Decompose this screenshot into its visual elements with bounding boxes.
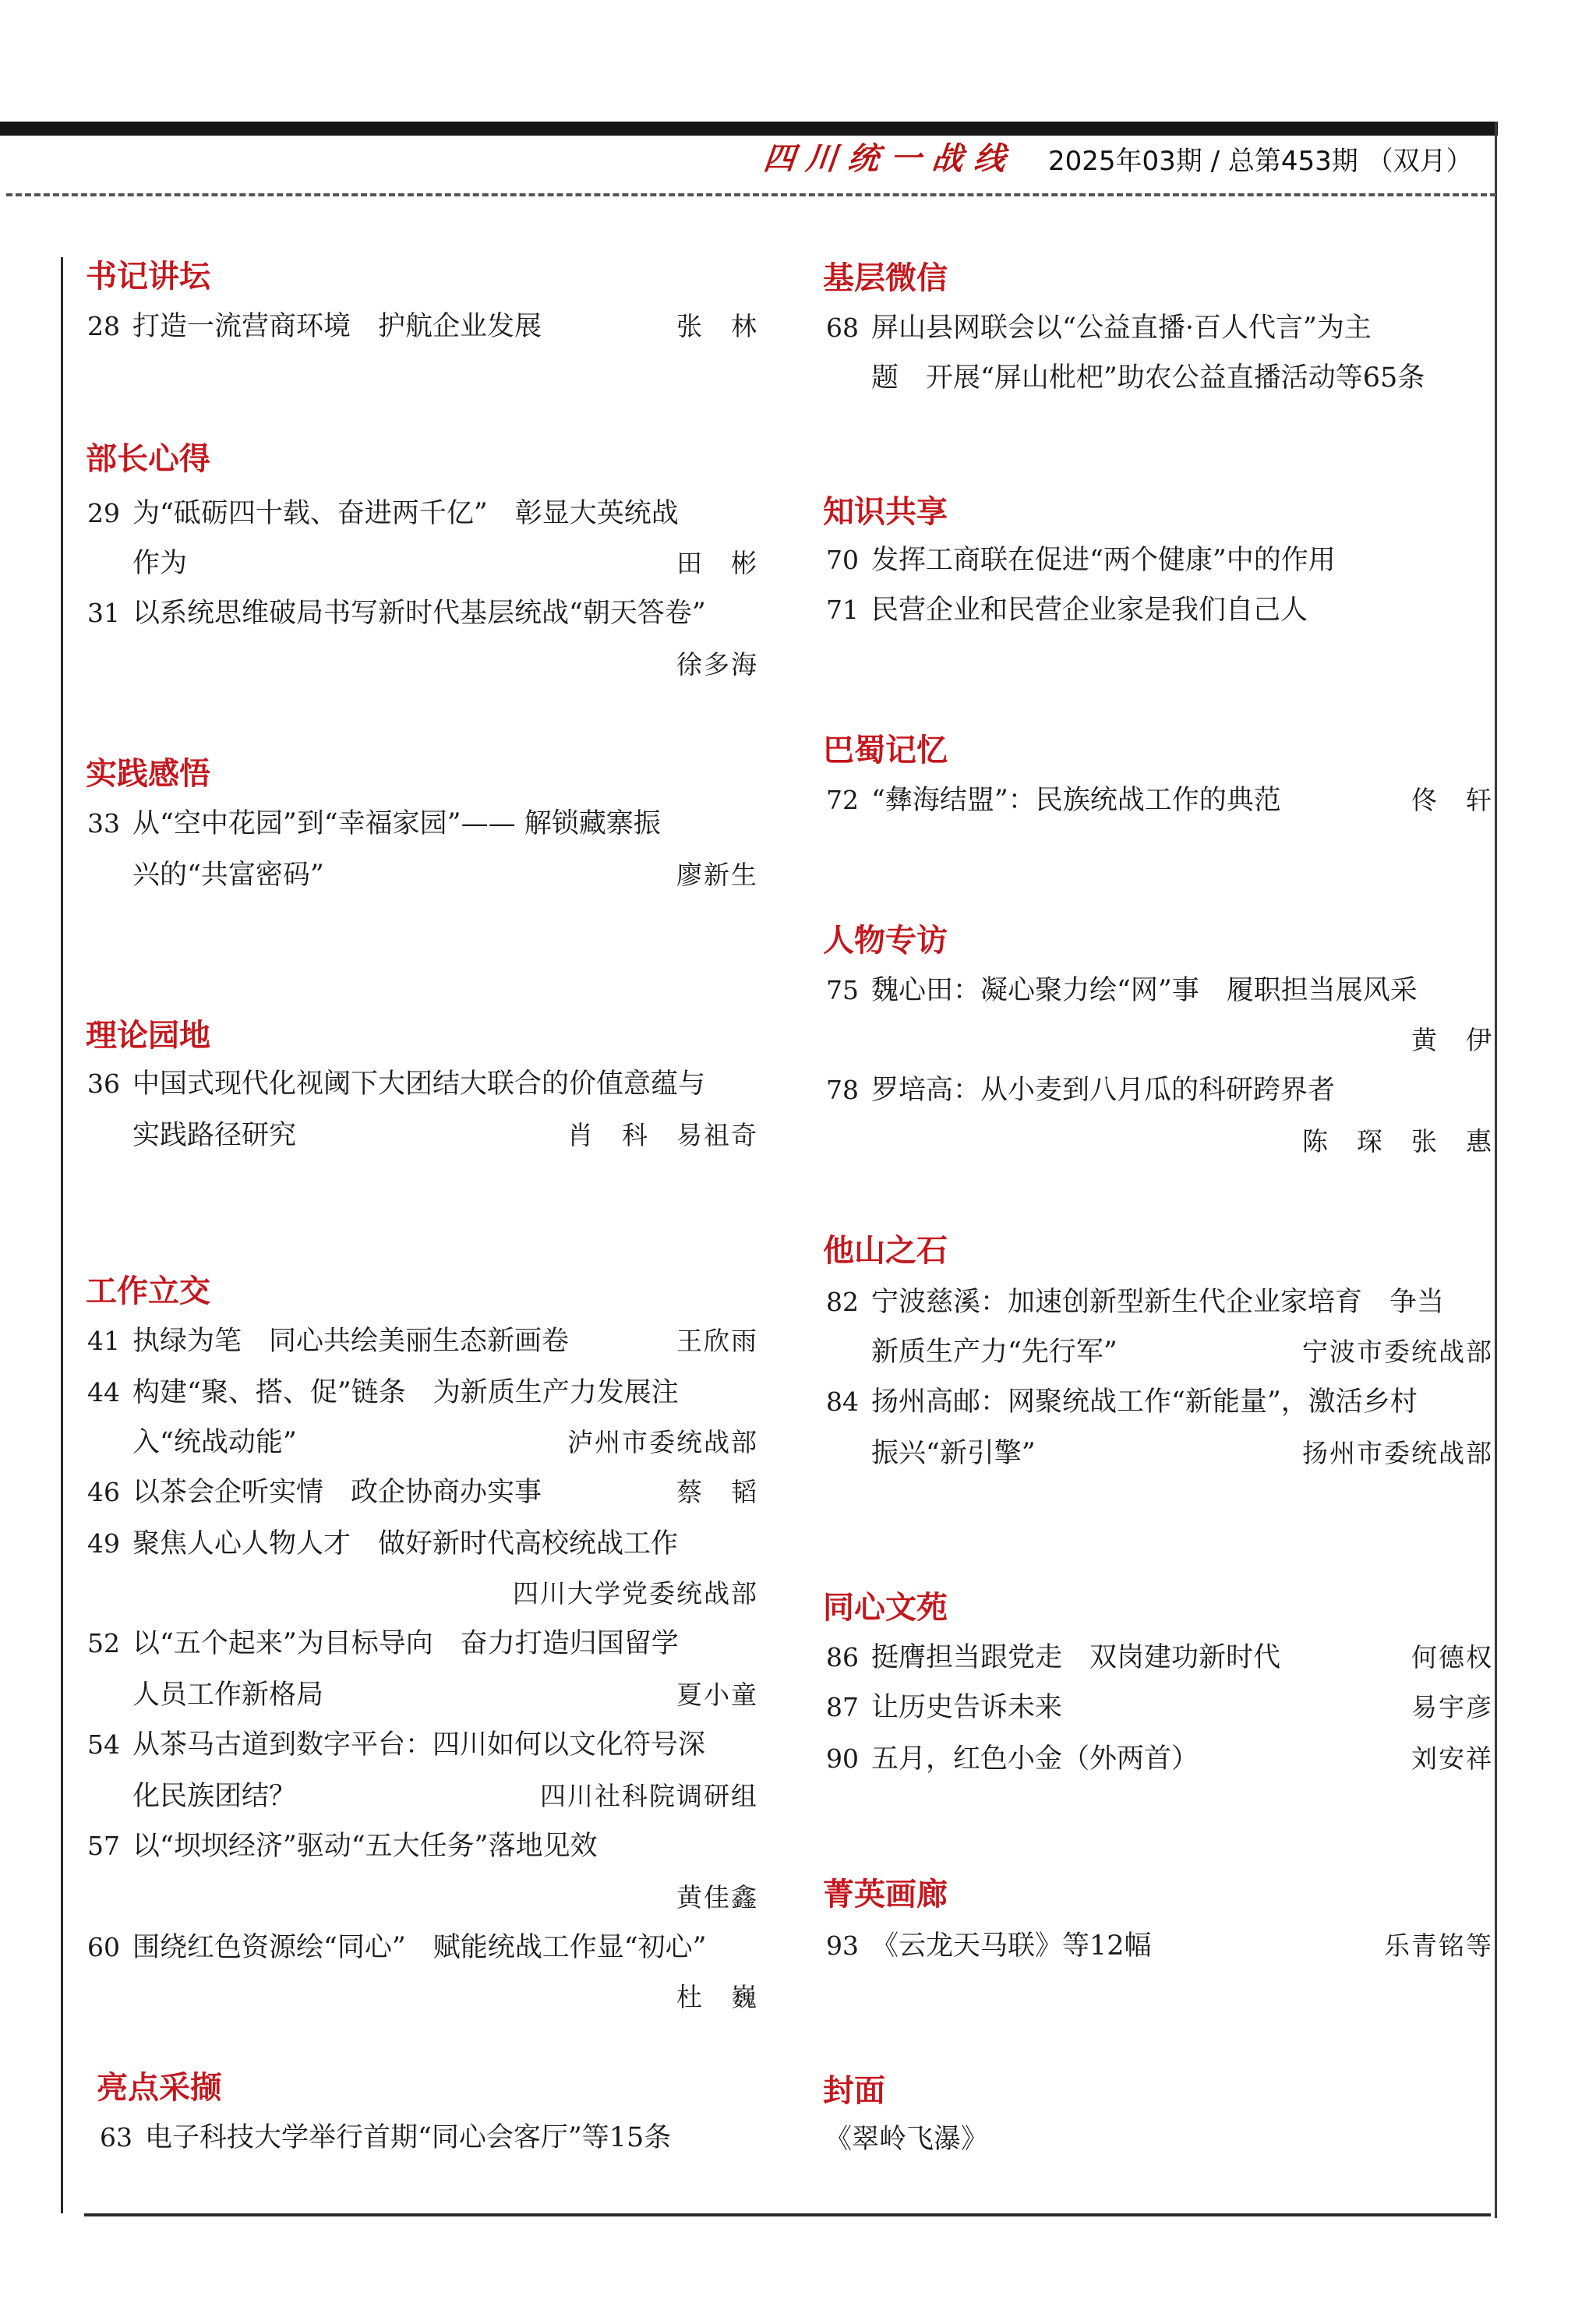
article-author: 佟 轩: [1411, 785, 1493, 815]
article-title[interactable]: 以茶会企听实情 政企协商办实事: [132, 1477, 542, 1508]
article-title[interactable]: 屏山县网联会以“公益直播·百人代言”为主: [871, 313, 1372, 344]
page-number: 33: [87, 808, 120, 839]
article-author: 王欣雨: [676, 1326, 758, 1356]
left-rule: [61, 257, 63, 2213]
page-number: 72: [826, 785, 859, 815]
right-rule: [1495, 122, 1497, 2218]
page-number: 63: [100, 2122, 132, 2153]
top-rule: [0, 122, 1498, 136]
article-title-cont[interactable]: 化民族团结？: [132, 1781, 297, 1812]
page-number: 70: [826, 545, 859, 575]
page-number: 71: [826, 595, 859, 625]
article-author: 泸州市委统战部: [567, 1427, 758, 1457]
article-title-cont[interactable]: 兴的“共富密码”: [132, 860, 324, 891]
page-number: 68: [826, 313, 859, 343]
article-author: 黄 伊: [1411, 1025, 1493, 1055]
article-author: 刘安祥: [1411, 1743, 1493, 1774]
section-title: 菁英画廊: [823, 1877, 948, 1913]
page-number: 52: [87, 1628, 120, 1658]
page-number: 87: [826, 1692, 859, 1722]
article-title[interactable]: 扬州高邮：网聚统战工作“新能量”，激活乡村: [871, 1386, 1418, 1418]
article-title[interactable]: 构建“聚、搭、促”链条 为新质生产力发展注: [132, 1377, 679, 1408]
article-author: 扬州市委统战部: [1302, 1438, 1493, 1468]
page-number: 46: [87, 1477, 120, 1507]
article-author: 廖新生: [676, 860, 758, 890]
article-title[interactable]: 以“坝坝经济”驱动“五大任务”落地见效: [132, 1831, 598, 1862]
section-title: 理论园地: [86, 1018, 210, 1054]
article-title[interactable]: 罗培高：从小麦到八月瓜的科研跨界者: [871, 1075, 1336, 1106]
article-author: 宁波市委统战部: [1302, 1337, 1493, 1367]
article-author: 四川大学党委统战部: [513, 1578, 758, 1609]
article-author: 肖 科 易祖奇: [567, 1120, 758, 1150]
bottom-rule: [84, 2213, 1491, 2216]
page-number: 31: [87, 598, 120, 628]
article-author: 易宇彦: [1411, 1692, 1493, 1722]
article-author: 何德权: [1411, 1642, 1493, 1672]
section-title: 封面: [823, 2073, 885, 2109]
article-title[interactable]: “彝海结盟”：民族统战工作的典范: [871, 785, 1281, 816]
article-title[interactable]: 聚焦人心人物人才 做好新时代高校统战工作: [132, 1528, 679, 1559]
article-title[interactable]: 中国式现代化视阈下大团结大联合的价值意蕴与: [132, 1068, 706, 1100]
section-title: 书记讲坛: [86, 259, 210, 295]
cover-title[interactable]: 《翠岭飞瀑》: [824, 2124, 989, 2155]
article-title[interactable]: 挺膺担当跟党走 双岗建功新时代: [871, 1642, 1281, 1673]
page-number: 49: [87, 1528, 120, 1559]
section-title: 知识共享: [823, 494, 948, 530]
page-number: 86: [826, 1642, 859, 1672]
article-title[interactable]: 打造一流营商环境 护航企业发展: [132, 311, 542, 342]
article-title[interactable]: 围绕红色资源绘“同心” 赋能统战工作显“初心”: [132, 1932, 707, 1963]
page-number: 36: [87, 1068, 120, 1099]
section-title: 亮点采撷: [97, 2070, 221, 2106]
article-title[interactable]: 执绿为笔 同心共绘美丽生态新画卷: [132, 1326, 570, 1357]
article-author: 夏小童: [676, 1679, 758, 1710]
article-title-cont[interactable]: 振兴“新引擎”: [871, 1438, 1036, 1469]
article-title[interactable]: 让历史告诉未来: [871, 1692, 1063, 1723]
article-author: 张 林: [676, 311, 758, 341]
article-title[interactable]: 民营企业和民营企业家是我们自己人: [871, 595, 1308, 626]
article-author: 乐青铭等: [1384, 1930, 1493, 1961]
article-title[interactable]: 从“空中花园”到“幸福家园”—— 解锁藏寨振: [132, 808, 661, 839]
page-number: 29: [87, 498, 120, 528]
page-number: 54: [87, 1729, 120, 1760]
article-author: 徐多海: [676, 649, 758, 680]
section-title: 工作立交: [86, 1273, 210, 1309]
page-number: 41: [87, 1326, 120, 1356]
article-title[interactable]: 宁波慈溪：加速创新型新生代企业家培育 争当: [871, 1287, 1445, 1318]
page-number: 93: [826, 1930, 859, 1961]
article-title[interactable]: 为“砥砺四十载、奋进两千亿” 彰显大英统战: [132, 498, 679, 529]
page-number: 60: [87, 1932, 120, 1962]
section-title: 同心文苑: [823, 1590, 948, 1626]
issue-info: 2025年03期 / 总第453期 （双月）: [1048, 146, 1473, 177]
article-title[interactable]: 从茶马古道到数字平台：四川如何以文化符号深: [132, 1729, 706, 1761]
article-title[interactable]: 电子科技大学举行首期“同心会客厅”等15条: [145, 2122, 672, 2153]
article-author: 黄佳鑫: [676, 1882, 758, 1913]
page-number: 28: [87, 311, 120, 341]
section-title: 巴蜀记忆: [823, 733, 948, 768]
page-number: 82: [826, 1287, 859, 1317]
article-title[interactable]: 以“五个起来”为目标导向 奋力打造归国留学: [132, 1628, 679, 1659]
section-title: 人物专访: [823, 923, 948, 959]
article-title-cont[interactable]: 人员工作新格局: [132, 1679, 324, 1711]
article-title[interactable]: 魏心田：凝心聚力绘“网”事 履职担当展风采: [871, 975, 1418, 1006]
section-title: 实践感悟: [86, 756, 210, 792]
article-title-cont[interactable]: 作为: [132, 548, 188, 579]
page-number: 44: [87, 1377, 120, 1408]
article-title[interactable]: 发挥工商联在促进“两个健康”中的作用: [871, 545, 1336, 576]
article-author: 杜 巍: [676, 1982, 758, 2012]
section-title: 部长心得: [86, 441, 210, 477]
article-title[interactable]: 以系统思维破局书写新时代基层统战“朝天答卷”: [132, 598, 706, 629]
page-number: 90: [826, 1743, 859, 1774]
page-number: 78: [826, 1075, 859, 1105]
article-title-cont[interactable]: 新质生产力“先行军”: [871, 1337, 1118, 1368]
article-title-cont[interactable]: 题 开展“屏山枇杷”助农公益直播活动等65条: [871, 362, 1425, 394]
section-title: 基层微信: [823, 260, 948, 296]
article-title-cont[interactable]: 实践路径研究: [132, 1120, 297, 1151]
article-author: 蔡 韬: [676, 1477, 758, 1507]
article-author: 田 彬: [676, 548, 758, 578]
magazine-logo: 四川统一战线: [761, 140, 1019, 177]
page-number: 75: [826, 975, 859, 1005]
article-title[interactable]: 五月，红色小金（外两首）: [871, 1743, 1199, 1775]
section-title: 他山之石: [823, 1233, 948, 1269]
dashed-rule: [6, 193, 1496, 196]
article-title-cont[interactable]: 入“统战动能”: [132, 1427, 297, 1458]
article-author: 陈 琛 张 惠: [1302, 1126, 1493, 1157]
page-number: 57: [87, 1831, 120, 1861]
article-title[interactable]: 《云龙天马联》等12幅: [871, 1930, 1152, 1962]
article-author: 四川社科院调研组: [540, 1781, 758, 1811]
page-number: 84: [826, 1386, 859, 1417]
